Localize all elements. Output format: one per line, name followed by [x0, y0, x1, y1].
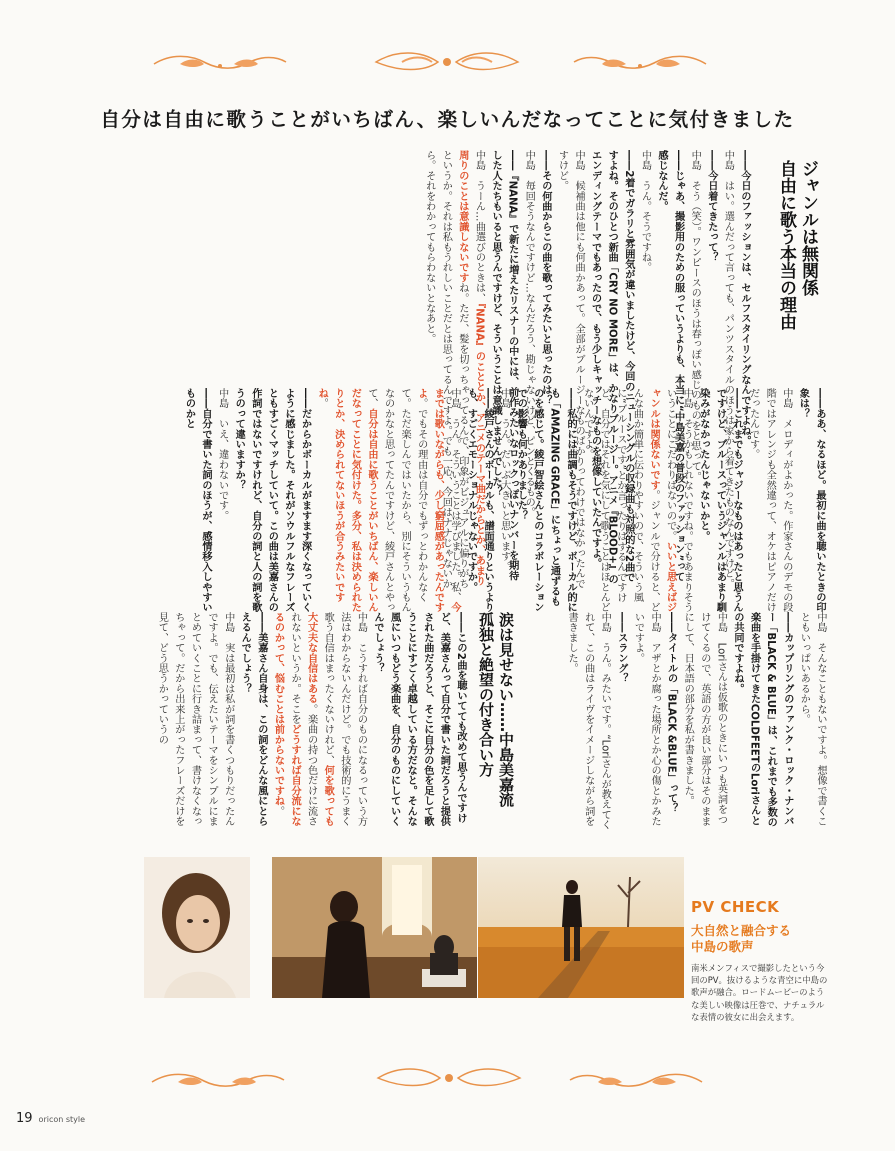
answer: 中島 そうかもしれないですね。でもあまりそういうことにこだわりはないので。 [664, 388, 693, 613]
answer: 中島 うん。だいぶ大きいと思います。 [498, 388, 510, 572]
magazine-name: oricon style [38, 1115, 86, 1124]
text-column-4 [72, 612, 468, 832]
answer: 中島 こうすれば自分のものになるっていう方法はわからないんだけど。でも技術的にうまく歌う自信はまったくないけれど、 [322, 612, 367, 827]
headline: 自分は自由に歌うことがいちばん、楽しいんだなってことに気付きました [100, 108, 795, 131]
question: ――カップリングのファンク・ロック・ナンバー「BLACK & BLUE」は、これまでも多数の楽曲を手掛けてきたCOLDFEETのLoriさんとの共同ですよね。 [732, 612, 793, 828]
sub-heading-line2: 孤独と絶望の付き合い方 [477, 612, 495, 777]
side-heading-line1: ジャンルは無関係 [798, 160, 818, 296]
answer: 中島 はい。選んだって言っても、パンツスタイルのほうは家から着てきたものなんですけど。 [722, 150, 734, 589]
question: ――ああ、なるほど。最初に曲を聴いたときの印象は？ [797, 388, 825, 613]
question: ――じゃあ、撮影用のための服っていうよりも、本当に“中島美嘉の普段のファッション”って感じなんだ。 [656, 150, 684, 582]
answer: 中島 うーん…曲選びのときは、 [473, 150, 485, 303]
photo-field [478, 857, 684, 998]
question: ――今日のファッションは、セルフスタイリングなんですよね。 [739, 150, 750, 446]
highlight-quote: 何を歌っても大丈夫な自信はある [305, 612, 334, 827]
photo-portrait [144, 857, 250, 998]
side-heading [775, 160, 819, 330]
top-center-ornament [372, 50, 522, 74]
pv-check-title: PV CHECK [691, 898, 780, 916]
photo-indoor [272, 857, 477, 998]
question: ――2着でガラリと雰囲気が違いましたけど、今回のニューシングルの収録曲も対照的な2曲ですよね。そのひとつ新曲「CRY NO MORE」は、かなりブルージー。アニメ『BLOOD+』のエンディングテーマでもあったので、もう少しキャッチーなものを想像していたんですよ。 [589, 150, 634, 585]
answer: 中島 Loriさんは仮歌のときにいつも英詞をつけてくるので、英語の方が良い部分はそのままにして、日本語の部分を私が書きました。 [682, 612, 727, 827]
answer: 。楽曲の持つ色だけに流されないというか。そこを [289, 612, 317, 827]
question: ――『NANA』で新たに増えたリスナーの中には、前作みたいなロックっぽいナンバーを期待した人たちもいると思うんですけど、そういうことは意識しませんでした？ [490, 150, 518, 581]
answer: 中島 そう（笑）。ワンピースのほうは春っぽい感じのものをと思って。 [689, 150, 701, 482]
top-left-ornament [150, 52, 290, 74]
question: ――綾戸さんのボーカルも、譜面通りというよりも、すごくエモーショナルじゃないですか。 [465, 388, 494, 613]
text-column-3 [560, 612, 828, 832]
bottom-center-ornament [374, 1066, 524, 1090]
answer: 中島 うん。そういうことは学びました。私、 [448, 388, 460, 603]
answer: ね。ただ、髪を切っちゃってるんで、印象がビジュアルに偏りがちというか。それは私もうれしいことだとは思ってるんですよ。でも一応、今回はナナじゃないから。それをわかってもらわないとなあと。 [423, 150, 468, 589]
pv-check-subtitle: 大自然と融合する中島の歌声 [691, 923, 792, 954]
page-number: 19 [16, 1111, 33, 1126]
bottom-right-ornament [566, 1070, 706, 1092]
answer: 中島 うん。みたいです。“Loriさんが教えてくれて、この曲はライヴをイメージしながら詞を書きました。 [566, 612, 611, 830]
answer: 中島 そんなこともないですよ。想像で書くこともいっぱいあるから。 [798, 612, 826, 827]
interview-block-right-lower [72, 388, 827, 613]
answer: 中島 毎回そうなんですけど…なんだろう、勘じゃないけど、ピンとくるもの。 [523, 150, 535, 518]
question: ――タイトルの「BLACK &BLUE」って？ [665, 612, 677, 814]
highlight-quote: どうすれば自分流になるのかって、悩むことは前からないですね [272, 612, 301, 827]
question: ――私的には曲調もそうですけど、ボーカル的にも「AMAZING GRACE」にちょっと通ずるものを感じて。綾戸智絵さんとのコラボレーションでの影響も何かありました？ [515, 388, 577, 613]
question: ――美嘉さん自身は、この詞をどんな風にとらえるんでしょう？ [239, 612, 267, 827]
question: ――スラング？ [615, 612, 627, 684]
bottom-left-ornament [148, 1070, 288, 1092]
side-heading-line2: 自由に歌う本当の理由 [776, 160, 796, 330]
answer: 中島 いえ、違わないです。 [216, 388, 228, 521]
question: ――今日着てきたって？ [705, 150, 717, 263]
answer: 。 [316, 398, 328, 409]
sub-heading [476, 612, 516, 827]
highlight-quote: 自分は自由に歌うことがいちばん、楽しいんだなってことに気付けた。多分、私は決められたりとか、決められてないほうが合うみたいですね [316, 388, 377, 613]
answer: 中島 候補曲は他にも何曲かあって。全部がブルージーなものばかりってわけではなかったんですけど。 [556, 150, 585, 589]
question: ――これまでもジャジーなものはあったと思うんですけど、ブルースっていうジャンルはあまり馴染みがなかったんじゃないかと。 [697, 388, 743, 613]
question: ――この2曲を聴いてても改めて思うんですけど、美嘉さんって自分で書いた詞だろうと提供された曲だろうと、そこに自分の色を足して歌うことにすごく卓越している方だなと。そんな風にいつもどう楽曲を、自分のものにしていくんでしょう？ [372, 612, 466, 827]
page-folio [16, 1111, 85, 1126]
answer: 。ジャンルで分けると、どんな曲か簡単に伝わりやすいので、そういう風に“ブルースです”とか言ったりはするんですけど、自分ではそれを気にして歌うことはほとんどないんですよ。 [581, 388, 660, 613]
highlight-quote: 『NANA』のこととか、アニメのテーマ曲だからとか、あまり周りのことは意識しないです [456, 150, 485, 586]
pv-check-caption: 南米メンフィスで撮影したという今回のPV。抜けるような青空に中島の歌声が融合。ロードムービーのような美しい映像は圧巻で、ナチュラルな表情の彼女に出会えます。 [691, 963, 828, 1022]
highlight-quote: いいと思えばジャンルは関係ないです [648, 388, 676, 613]
answer: 中島 アザとか腐った場所とか心の傷とかみたいですよ。 [632, 612, 661, 827]
answer: 。 [272, 805, 284, 817]
answer: 。でもその理由は自分でもずっとわかんなくて。ただ楽しんではいたから、別にそういうもんなのかなと思ってたんですけど、綾戸さんとやって、 [365, 388, 427, 613]
question: ――自分で書いた詞のほうが、感情移入しやすいものかと [183, 388, 212, 613]
top-right-ornament [570, 52, 710, 74]
answer: 中島 メロディがよかった。作家さんのデモの段階ではアレンジも全然違って、オケはピアノだけだったんです。 [747, 388, 792, 613]
answer: 中島 うん。そうですね。 [639, 150, 651, 273]
highlight-quote: 今までは歌いながらも、少し窮屈感があったんですよ [415, 388, 460, 613]
sub-heading-line1: 涙は見せない……中島美嘉流 [497, 612, 515, 807]
question: ――だからかボーカルがますます深くなっていくように感じました。それがソウルフルなフレーズともすごくマッチしていて。この曲は美嘉さんの作詞ではないですけれど、自分の詞と人の詞を歌うのって違いますか？ [233, 388, 311, 613]
question: ――その何曲からこの曲を歌ってみたいと思ったのは？ [539, 150, 551, 405]
answer: 中島 実は最初は私が詞を書くつもりだったんですよ。でも、伝えたいテーマをシンプルにまとめていくことに行き詰まって、書けなくなっちゃって。だから出来上がったフレーズだけを見て、どう思うかっていうの [156, 612, 234, 827]
